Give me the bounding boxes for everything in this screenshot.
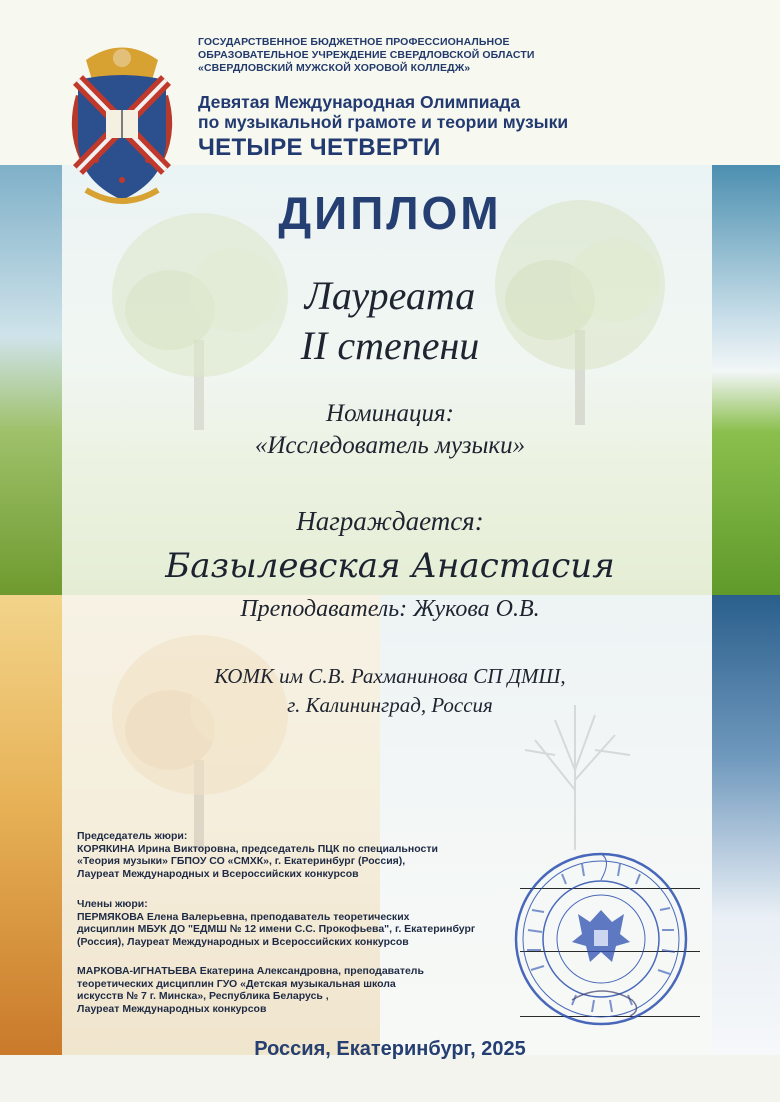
olympiad-line-2: по музыкальной грамоте и теории музыки (198, 112, 569, 132)
jury-chair-block (77, 830, 517, 880)
jury-member-line: ПЕРМЯКОВА Елена Валерьевна, преподаватель теоретических (77, 910, 410, 923)
jury-chair-heading: Председатель жюри: (77, 830, 188, 842)
olympiad-title (198, 92, 758, 132)
olympiad-line-1: Девятая Международная Олимпиада (198, 92, 521, 112)
institution-line-2: ОБРАЗОВАТЕЛЬНОЕ УЧРЕЖДЕНИЕ СВЕРДЛОВСКОЙ ОБЛАСТИ (198, 49, 535, 61)
school-name: КОМК им С.В. Рахманинова СП ДМШ, (214, 664, 566, 688)
jury-chair-line: «Теория музыки» ГБПОУ СО «СМХК», г. Екатеринбург (Россия), (77, 855, 406, 867)
jury-member-line: (Россия), Лауреат Международных и Всероссийских конкурсов (77, 935, 409, 948)
nomination-label: Номинация: (326, 400, 454, 427)
jury-chair-line: Лауреат Международных и Всероссийских конкурсов (77, 867, 359, 880)
school-city: г. Калининград, Россия (287, 693, 493, 717)
awarded-label: Награждается: (296, 506, 484, 536)
jury-members-heading: Члены жюри: (77, 898, 148, 910)
olympiad-brand: ЧЕТЫРЕ ЧЕТВЕРТИ (198, 134, 441, 161)
jury-member-line: МАРКОВА-ИГНАТЬЕВА Екатерина Александровна, преподаватель (77, 965, 424, 977)
recipient-name: Базылевская Анастасия (165, 546, 615, 586)
degree-label: II степени (300, 323, 480, 368)
jury-chair-line: КОРЯКИНА Ирина Викторовна, председатель ПЦК по специальности (77, 842, 438, 855)
bottom-band (0, 1055, 780, 1102)
laureate-label: Лауреата (304, 273, 476, 318)
place-and-year: Россия, Екатеринбург, 2025 (254, 1038, 526, 1060)
nomination-value: «Исследователь музыки» (254, 432, 526, 459)
jury-member-line: теоретических дисциплин ГУО «Детская музыкальная школа (77, 977, 396, 990)
jury-member-line: искусств № 7 г. Минска», Республика Беларусь , (77, 990, 329, 1002)
teacher-name: Преподаватель: Жукова О.В. (240, 596, 540, 622)
jury-member-line: Лауреат Международных конкурсов (77, 1002, 267, 1015)
institution-name (198, 36, 738, 75)
official-seal-stamp (512, 850, 690, 1028)
jury-member-2-block (77, 965, 517, 1015)
jury-members-block (77, 898, 517, 948)
jury-member-line: дисциплин МБУК ДО "ЕДМШ № 12 имени С.С. Прокофьева", г. Екатеринбург (77, 923, 476, 935)
institution-line-1: ГОСУДАРСТВЕННОЕ БЮДЖЕТНОЕ ПРОФЕССИОНАЛЬНОЕ (198, 36, 510, 48)
institution-line-3: «СВЕРДЛОВСКИЙ МУЖСКОЙ ХОРОВОЙ КОЛЛЕДЖ» (198, 62, 471, 74)
diploma-title: ДИПЛОМ (278, 187, 502, 239)
